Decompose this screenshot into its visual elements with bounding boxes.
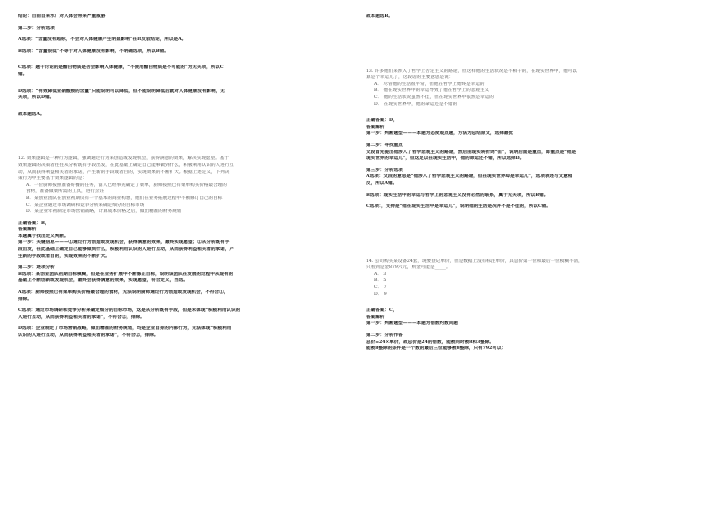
step-one-cont: 段出发，在此基础上确定自己能够做到什么，积极利用认识的人进行互动，从而获得利益相关者的承诺，产 [18, 247, 234, 253]
option-analysis-d: D选项：“有效降低亚硝酸胺的含量”只能说明可以降低，但不能说明降低后就对人体健康没有影响，无 [18, 88, 225, 94]
answer-line: 故本题选A。 [18, 111, 45, 117]
question-13 [366, 69, 684, 211]
question-11-tail [18, 14, 336, 118]
step-one: 第一步：判断题型———本题为态度观点题，方法为总结原文，选择最优 [366, 131, 514, 137]
option-analysis-b: B选项：“含量很低”不等于对人体健康没有影响，不明确选项，所以B错。 [18, 48, 169, 54]
correct-answer: 正确答案：D， [366, 118, 398, 124]
option-a: A． 尽管他的生活很平常，但他在哲学上始终是幸运的 [374, 81, 485, 87]
question-text: 只看到是金879六元，则金可能是_____。 [366, 265, 451, 271]
solution-line: 总价=24×单价，故总价是24的倍数，能被同时被8和3整除。 [366, 339, 494, 345]
step-two: 第二步：逐项分析 [18, 265, 55, 271]
question-text: 12. 效果逻辑是一种行为逻辑，强调通过行为来创造或发现机会，获得满意的效果，解决实现愿望。基于 [18, 156, 229, 162]
question-text: 14. 公司购买某设备24套，现要登记单价，但是数据上没有标注单价，其总价第一位和最后一位模糊不清， [366, 258, 583, 264]
option-analysis-d-cont: 关项，所以D错。 [18, 95, 55, 101]
step-one-cont: 生新的手段或者目的，实现效果的不断扩大。 [18, 253, 110, 259]
option-d: D． 在现实世界中，他的命运还是不错的 [374, 101, 458, 107]
key-point-cont: 现实世界的幸运儿”，但这足以在现实生活中，他的命运还不错，所以选择D。 [366, 156, 525, 162]
option-d: D．某企业年初制定市场营销战略，计算成本价格之后，做出精准的财务规划 [26, 209, 182, 215]
question-12 [18, 156, 336, 339]
option-analysis-c: C选项：题干讨论的是醋白物质是否会影响人体健康，“不使用醋白物质是不可能的”为无关项，所以C [18, 65, 224, 71]
step-three: 第三步：分析选项 [366, 167, 403, 173]
analysis-a-cont: 排除。 [18, 296, 32, 302]
analysis-b: B选项：某创业团队初期目标模糊，但是在业务扩展中不断修正目标，说明该团队在发展的过程中从现有的 [18, 271, 234, 277]
option-c: C．某企业通过市场调研和竞争分析来确定细分的目标市场 [26, 202, 145, 208]
option-b: B． 他在现实世界中的幸运导致了他在哲学上的悲观主义 [374, 88, 490, 94]
question-text: 动，从而获得利益相关者的承诺，产生新的手段或者目的，实现效果的不断扩大。根据上述定义，下列决 [18, 169, 230, 175]
option-d: D． 9 [374, 291, 387, 297]
option-b: B．某创业团队在创业初期仅有一个基本的商业构想，他们在业务拓展过程中不断修订自己的目标 [26, 195, 223, 201]
step-heading: 第二步：分析选项 [18, 25, 55, 31]
analysis-b-cont: 基础上不断创新或发现机会，最终会获得满意的效果，实现愿望，符合定义，当选。 [18, 278, 188, 284]
analysis-a-cont: 反，所以A错。 [366, 180, 398, 186]
analysis-a: A选项：厨师按照已有菜单购买价格最合理的食材，无法说明厨师通过行为创造或发现机会，不符合①， [18, 290, 229, 296]
solution-line: 能被8整除的条件是一个数的最后三位能够被8整除，只有792可以： [366, 346, 507, 352]
analysis-heading: 答案解析 [366, 314, 385, 320]
option-b: B． 5 [374, 278, 387, 284]
analysis-b: B选项：现实生活中的幸运与哲学上的悲观主义没有必然的联系，属于无关项，所以B错。 [366, 192, 549, 198]
question-text: 策行为中主要基于效果逻辑的是： [18, 176, 87, 182]
option-a-cont: 食材，准备做菜所需的工具，进行烹饪 [26, 189, 105, 195]
option-analysis-a: A选项：“含量没有超标，不会对人体健康产生明显影响”在It反驳结论，所以是A。 [18, 37, 187, 43]
analysis-c: C选项：，支持是“他在现实生活中是幸运儿”，说明他的生活是况并不是不佳的，所以C错。 [366, 204, 551, 210]
key-point: 文段首先提出他涉入了哲学悲观主义的路途，然后由现实转折词“但”，说明后面是重点，即重点是“他是 [366, 149, 577, 155]
analysis-heading: 答案解析 [18, 227, 37, 233]
answer-line: 故本题选B。 [366, 14, 393, 19]
option-a: A．一位厨师按照准备好餐的任务，富人已经事先确定了菜单，厨师按照已有菜单购买价格最合理的 [26, 182, 227, 188]
option-analysis-c-cont: 错。 [18, 71, 28, 77]
left-column [18, 14, 336, 342]
question-text: 效果逻辑的决策者往往从分析既有手段出发，在此基础上确定自己能够做到什么，积极利用认识的人进行互 [18, 162, 234, 168]
step-one: 第一步：判断题型———本题为倍数约数问题 [366, 321, 458, 327]
step-one: 第一步：关键信息———①通过行为创造或发现机会，获得满意的效果，最终实现愿望；②从分析既有手 [18, 240, 230, 246]
question-type: 本题属于找出定义判断。 [18, 233, 69, 239]
question-12-answer-tail [366, 14, 684, 21]
analysis-d-cont: 认识的人进行互动，从而获得利益相关者的承诺”，不符合②，排除。 [18, 333, 159, 338]
analysis-c-cont: 人进行互动，从而获得利益相关者的承诺”，不符合②，排除。 [18, 314, 145, 320]
question-text: 13. 许多他们来涉入了哲学上否定主义的路途，但这样他的生活状况是不相干的，在现实世界中，他可以 [366, 68, 577, 74]
correct-answer: 正确答案：C， [366, 308, 398, 314]
analysis-d: D选项：企业制定了市场营销战略，做出精准的财务规划，均是企业自身的内部行为，无法体现“积极利用 [18, 326, 232, 332]
step-two: 第二步：寻找重点 [366, 142, 403, 148]
question-14 [366, 259, 684, 353]
correct-answer: 正确答案：B， [18, 220, 50, 226]
option-a: A． 3 [374, 271, 387, 277]
right-column [366, 14, 684, 355]
analysis-heading: 答案解析 [366, 124, 385, 130]
analysis-a: A选项：文段的意思是“他涉入了哲学悲观主义的路途，但在现实世界却是幸运儿”，选项表述与文意相 [366, 174, 573, 180]
option-c: C． 7 [374, 285, 387, 291]
step-two: 第二步：分析作答 [366, 333, 403, 339]
question-text: 算是个幸运儿了，这段话的主要意思是说： [366, 75, 454, 81]
option-c: C． 他的生活状况虽然不佳，但在现实世界中依然是幸运的 [374, 94, 494, 100]
conclusion-line: 结论：目前自来水厂对人体会带来严重威胁 [18, 14, 106, 19]
analysis-c: C选项：通过市场调研和竞争分析来确定细分的目标市场，这是从分析既有手段，但是未体现“积极利用认识的 [18, 308, 241, 314]
